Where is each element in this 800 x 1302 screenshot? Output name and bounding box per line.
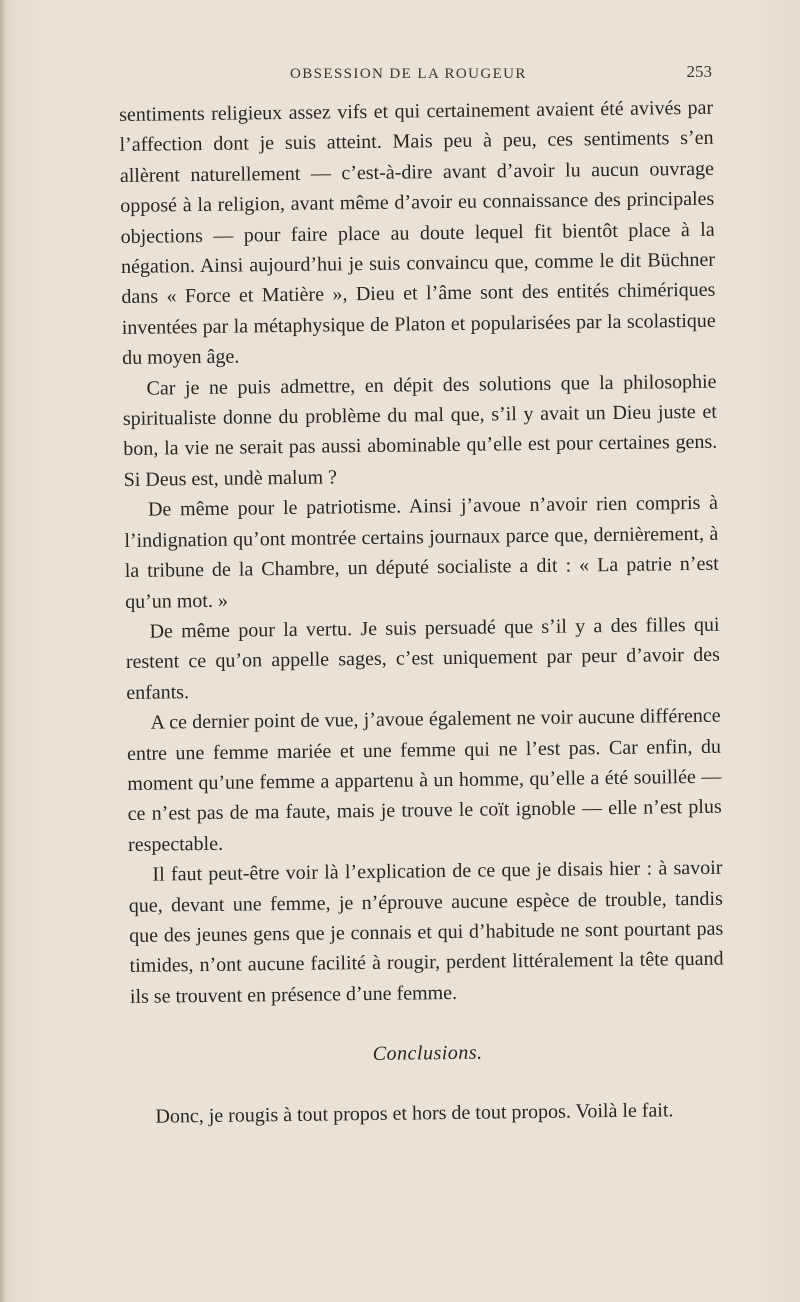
paragraph-explanation: Il faut peut-être voir là l’explication de ce que je disais hier : à savoir que, devant une femme, je n’éprouve aucune espèce de trouble, tandis que des jeunes gens que je connais et qui d’habitude ne sont pourtant pas timides, n’ont aucune facilité à rougir, perdent littéralement la tête quand ils se trouvent en présence d’une femme. bbox=[128, 856, 724, 1008]
paragraph-married-woman: A ce dernier point de vue, j’avoue également ne voir aucune différence entre une femme mariée et une femme qui ne l’est pas. Car enfin, du moment qu’une femme a appartenu à un homme, qu’elle a été souillée — ce n’est pas de ma faute, mais je trouve le coït ignoble — elle n’est plus respectable. bbox=[126, 704, 722, 856]
paragraph-problem-of-evil: Car je ne puis admettre, en dépit des solutions que la philosophie spiritualiste donne du problème du mal que, s’il y avait un Dieu juste et bon, la vie ne serait pas aussi abominable qu’elle est pour certaines gens. Si Deus est, undè malum ? bbox=[122, 370, 718, 491]
paragraph-patriotism: De même pour le patriotisme. Ainsi j’avoue n’avoir rien compris à l’indignation qu’ont montrée certains journaux parce que, dernièrement, à la tribune de la Chambre, un député socialiste a dit : « La patrie n’est qu’un mot. » bbox=[124, 491, 719, 613]
paragraph-religion: sentiments religieux assez vifs et qui certainement avaient été avivés par l’affection dont je suis atteint. Mais peu à peu, ces sentiments s’en allèrent naturellement — c’est-à-dire avant d’avoir lu aucun ouvrage opposé à la religion, avant même d’avoir eu connaissance des principales objections — pour faire place au doute lequel fit bientôt place à la négation. Ainsi aujourd’hui je suis convaincu que, comme le dit Büchner dans « Force et Matière », Dieu et l’âme sont des entités chimériques inventées par la métaphysique de Platon et popularisées par la scolastique du moyen âge. bbox=[119, 96, 716, 370]
paragraph-virtue: De même pour la vertu. Je suis persuadé que s’il y a des filles qui restent ce qu’on appelle sages, c’est uniquement par peur d’avoir des enfants. bbox=[125, 613, 720, 704]
body-text bbox=[119, 93, 726, 1133]
binding-shadow bbox=[0, 0, 6, 1302]
page-number: 253 bbox=[686, 62, 712, 81]
section-title: Conclusions. bbox=[372, 1041, 483, 1066]
running-head: OBSESSION DE LA ROUGEUR bbox=[290, 66, 527, 82]
page-header bbox=[120, 62, 712, 92]
paragraph-conclusion: Donc, je rougis à tout propos et hors de tout propos. Voilà le fait. bbox=[155, 1099, 674, 1128]
